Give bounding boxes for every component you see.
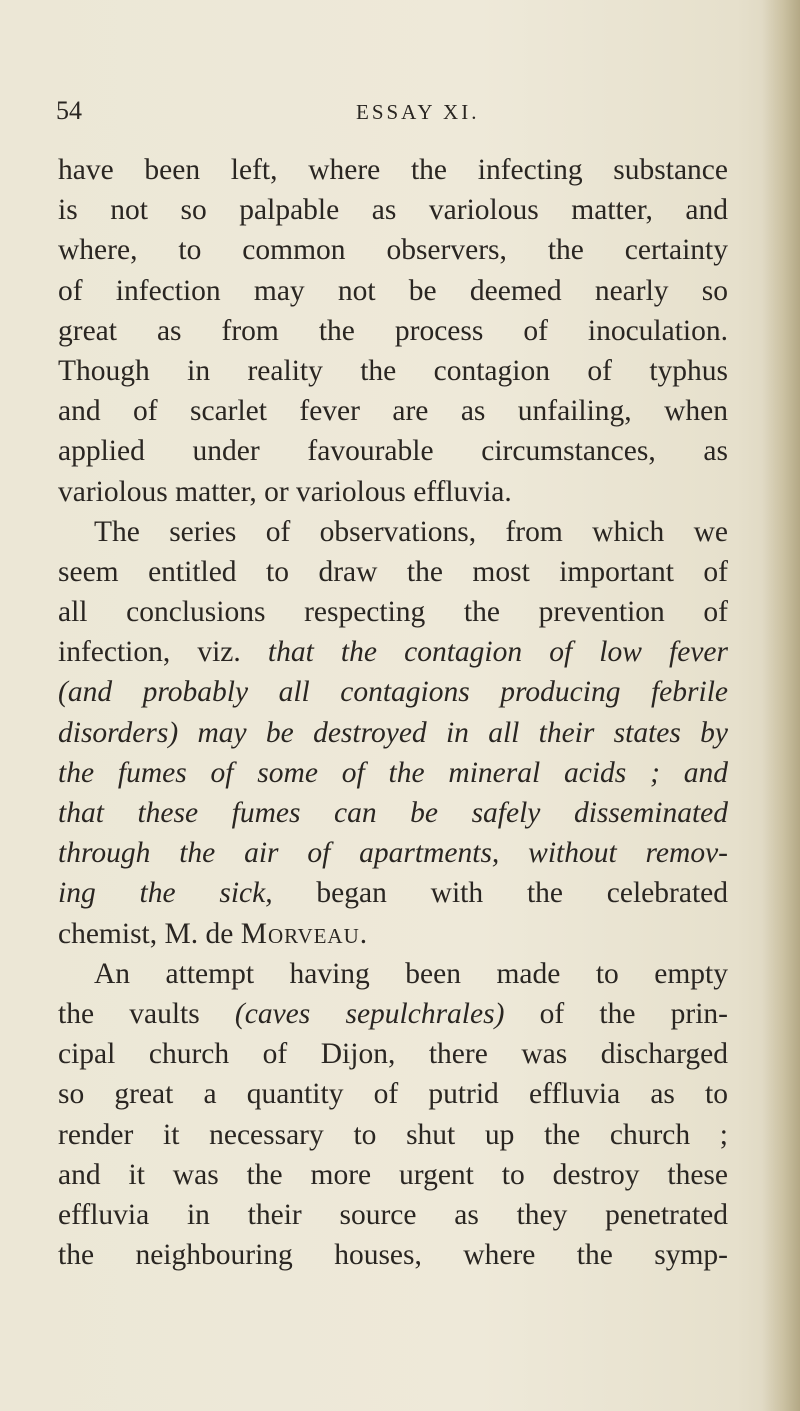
text-run: of the prin- bbox=[504, 997, 728, 1030]
text-line bbox=[58, 994, 728, 1034]
text-run: where, to common observers, the certainty bbox=[58, 234, 728, 267]
text-run: disorders) may be destroyed in all their states by bbox=[58, 716, 728, 749]
text-run: began with the celebrated bbox=[272, 877, 728, 910]
text-run: have been left, where the infecting substance bbox=[58, 154, 728, 186]
text-line bbox=[58, 1155, 728, 1195]
text-run: variolous matter, or variolous effluvia. bbox=[58, 475, 512, 508]
text-run: great as from the process of inoculation. bbox=[58, 314, 728, 347]
running-head: ESSAY XI. bbox=[356, 100, 480, 124]
text-run: of infection may not be deemed nearly so bbox=[58, 274, 728, 307]
text-line bbox=[58, 914, 728, 954]
text-run: that the contagion of low fever bbox=[267, 636, 728, 669]
text-run: . bbox=[359, 917, 368, 950]
text-line bbox=[58, 431, 728, 471]
page-number: 54 bbox=[56, 96, 82, 125]
text-line bbox=[58, 793, 728, 833]
text-run: that these fumes can be safely disseminated bbox=[58, 797, 728, 829]
text-line bbox=[58, 190, 728, 230]
text-line bbox=[58, 713, 728, 753]
text-run: the fumes of some of the mineral acids ; and bbox=[58, 756, 728, 789]
text-line bbox=[58, 1195, 728, 1235]
text-line bbox=[58, 271, 728, 311]
text-line bbox=[58, 150, 728, 190]
text-run: cipal church of Dijon, there was discharged bbox=[58, 1038, 728, 1071]
page-header bbox=[56, 96, 746, 136]
text-run: effluvia in their source as they penetrated bbox=[58, 1198, 728, 1231]
text-run: (caves sepulchrales) bbox=[234, 997, 505, 1030]
text-line bbox=[58, 753, 728, 793]
text-line bbox=[58, 592, 728, 632]
text-run: and it was the more urgent to destroy these bbox=[58, 1158, 728, 1191]
text-run: An attempt having been made to empty bbox=[94, 957, 728, 990]
text-run: infection, viz. bbox=[58, 636, 268, 669]
text-run: Though in reality the contagion of typhus bbox=[58, 354, 728, 387]
text-line bbox=[58, 391, 728, 431]
text-line bbox=[58, 1034, 728, 1074]
text-line bbox=[58, 512, 728, 552]
text-run: is not so palpable as variolous matter, and bbox=[58, 194, 728, 227]
text-line bbox=[58, 873, 728, 913]
text-run: seem entitled to draw the most important of bbox=[58, 555, 728, 588]
text-line bbox=[58, 552, 728, 592]
text-run: render it necessary to shut up the church ; bbox=[58, 1118, 728, 1151]
text-run: and of scarlet fever are as unfailing, when bbox=[58, 395, 728, 428]
text-line bbox=[58, 472, 728, 512]
text-run: applied under favourable circumstances, as bbox=[58, 435, 728, 468]
text-line bbox=[58, 672, 728, 712]
body-text bbox=[58, 150, 728, 1275]
text-run: the neighbouring houses, where the symp- bbox=[58, 1239, 728, 1272]
text-run: so great a quantity of putrid effluvia as to bbox=[58, 1078, 728, 1111]
text-line bbox=[58, 230, 728, 270]
text-line bbox=[58, 1115, 728, 1155]
text-run: The series of observations, from which we bbox=[94, 515, 728, 548]
text-run: (and probably all contagions producing febrile bbox=[58, 676, 728, 709]
text-line bbox=[58, 632, 728, 672]
text-run: ing the sick, bbox=[58, 877, 273, 910]
text-line bbox=[58, 954, 728, 994]
text-line bbox=[58, 1074, 728, 1114]
page-edge-shadow bbox=[762, 0, 800, 1411]
text-run: Morveau bbox=[240, 917, 360, 950]
text-line bbox=[58, 833, 728, 873]
text-run: through the air of apartments, without remov- bbox=[58, 837, 728, 870]
text-line bbox=[58, 311, 728, 351]
text-run: all conclusions respecting the prevention of bbox=[58, 596, 728, 629]
text-run: chemist, M. de bbox=[58, 917, 241, 950]
text-run: the vaults bbox=[58, 997, 235, 1030]
text-line bbox=[58, 351, 728, 391]
text-line bbox=[58, 1235, 728, 1275]
